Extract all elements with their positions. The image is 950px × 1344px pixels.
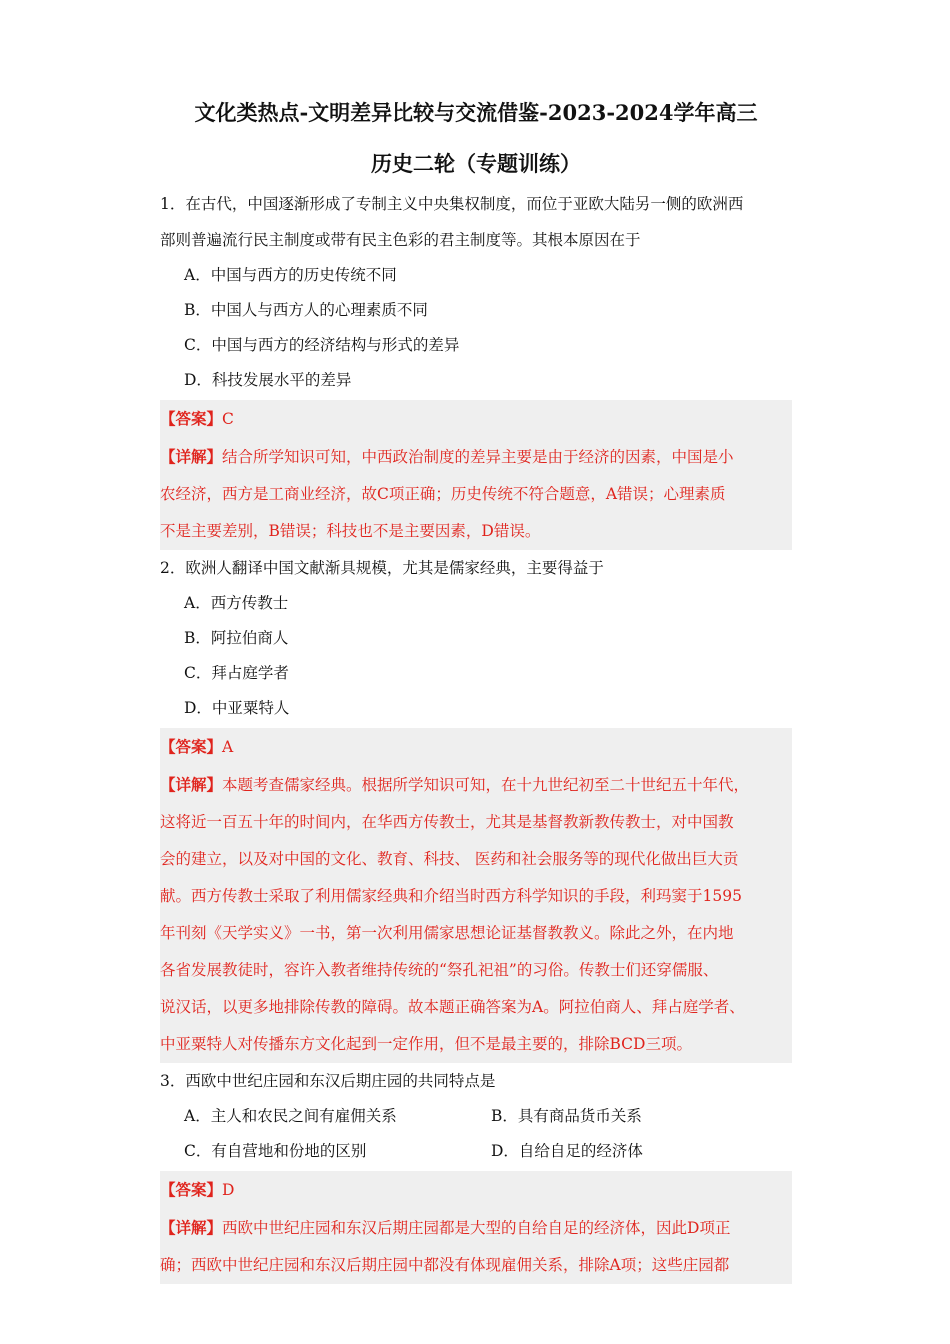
- detail-tag: 【详解】: [160, 1218, 223, 1237]
- option-c: C．拜占庭学者: [184, 664, 289, 682]
- option-b: B．阿拉伯商人: [184, 629, 289, 647]
- title-line-2: 历史二轮（专题训练）: [371, 151, 581, 176]
- detail-tag: 【详解】: [160, 447, 223, 466]
- option-a: A．中国与西方的历史传统不同: [184, 266, 397, 284]
- detail-line: [160, 766, 792, 804]
- answer-line: [160, 728, 792, 766]
- question-stem: 3．西欧中世纪庄园和东汉后期庄园的共同特点是: [160, 1072, 496, 1090]
- detail-line: 年刊刻《天学实义》一书，第一次利用儒家思想论证基督教教义。除此之外，在内地: [160, 924, 734, 942]
- detail-line: 会的建立，以及对中国的文化、教育、科技、 医药和社会服务等的现代化做出巨大贡: [160, 850, 739, 868]
- detail-text: 结合所学知识可知，中西政治制度的差异主要是由于经济的因素，中国是小: [222, 448, 734, 466]
- option-b: B．具有商品货币关系: [491, 1107, 642, 1125]
- detail-line: 确；西欧中世纪庄园和东汉后期庄园中都没有体现雇佣关系，排除A项；这些庄园都: [160, 1256, 730, 1274]
- detail-line: 献。西方传教士采取了利用儒家经典和介绍当时西方科学知识的手段，利玛窦于1595: [160, 887, 742, 905]
- answer-box: [160, 1171, 792, 1284]
- detail-line: 说汉话，以更多地排除传教的障碍。故本题正确答案为A。阿拉伯商人、拜占庭学者、: [160, 998, 745, 1016]
- option-c: C．中国与西方的经济结构与形式的差异: [184, 336, 460, 354]
- detail-line: 这将近一百五十年的时间内，在华西方传教士，尤其是基督教新教传教士，对中国教: [160, 813, 734, 831]
- option-c: C．有自营地和份地的区别: [184, 1142, 367, 1160]
- options-grid: [160, 1099, 792, 1169]
- answer-tag: 【答案】: [160, 737, 223, 756]
- answer-line: [160, 1171, 792, 1209]
- document-title: [160, 84, 792, 186]
- answer-box: [160, 728, 792, 1063]
- title-line-1: 文化类热点-文明差异比较与交流借鉴-2023-2024学年高三: [194, 100, 758, 125]
- answer-box: [160, 400, 792, 550]
- detail-line: 农经济，西方是工商业经济，故C项正确；历史传统不符合题意，A错误；心理素质: [160, 485, 726, 503]
- option-a: A．主人和农民之间有雇佣关系: [184, 1107, 397, 1125]
- answer-value: A: [222, 738, 234, 756]
- answer-tag: 【答案】: [160, 409, 223, 428]
- question-3: [160, 1063, 792, 1284]
- detail-tag: 【详解】: [160, 775, 223, 794]
- option-d: D．中亚粟特人: [184, 699, 290, 717]
- answer-tag: 【答案】: [160, 1180, 223, 1199]
- detail-text: 本题考查儒家经典。根据所学知识可知，在十九世纪初至二十世纪五十年代，: [222, 776, 750, 794]
- document-page: [160, 84, 792, 1284]
- detail-line: 不是主要差别，B错误；科技也不是主要因素，D错误。: [160, 522, 541, 540]
- option-a: A．西方传教士: [184, 594, 289, 612]
- detail-line: [160, 1209, 792, 1247]
- option-d: D．自给自足的经济体: [491, 1142, 643, 1160]
- question-2: [160, 550, 792, 1063]
- detail-line: 各省发展教徒时，容许入教者维持传统的“祭孔祀祖”的习俗。传教士们还穿儒服、: [160, 961, 719, 979]
- question-stem: 2．欧洲人翻译中国文献渐具规模，尤其是儒家经典，主要得益于: [160, 559, 604, 577]
- option-d: D．科技发展水平的差异: [184, 371, 352, 389]
- answer-value: D: [222, 1181, 235, 1199]
- option-b: B．中国人与西方人的心理素质不同: [184, 301, 428, 319]
- question-1: [160, 186, 792, 550]
- detail-line: [160, 438, 792, 476]
- detail-line: 中亚粟特人对传播东方文化起到一定作用，但不是最主要的，排除BCD三项。: [160, 1035, 692, 1053]
- question-stem: 部则普遍流行民主制度或带有民主色彩的君主制度等。其根本原因在于: [160, 231, 641, 249]
- answer-line: [160, 400, 792, 438]
- question-stem: 1．在古代，中国逐渐形成了专制主义中央集权制度，而位于亚欧大陆另一侧的欧洲西: [160, 195, 744, 213]
- detail-text: 西欧中世纪庄园和东汉后期庄园都是大型的自给自足的经济体，因此D项正: [222, 1219, 731, 1237]
- answer-value: C: [222, 410, 234, 428]
